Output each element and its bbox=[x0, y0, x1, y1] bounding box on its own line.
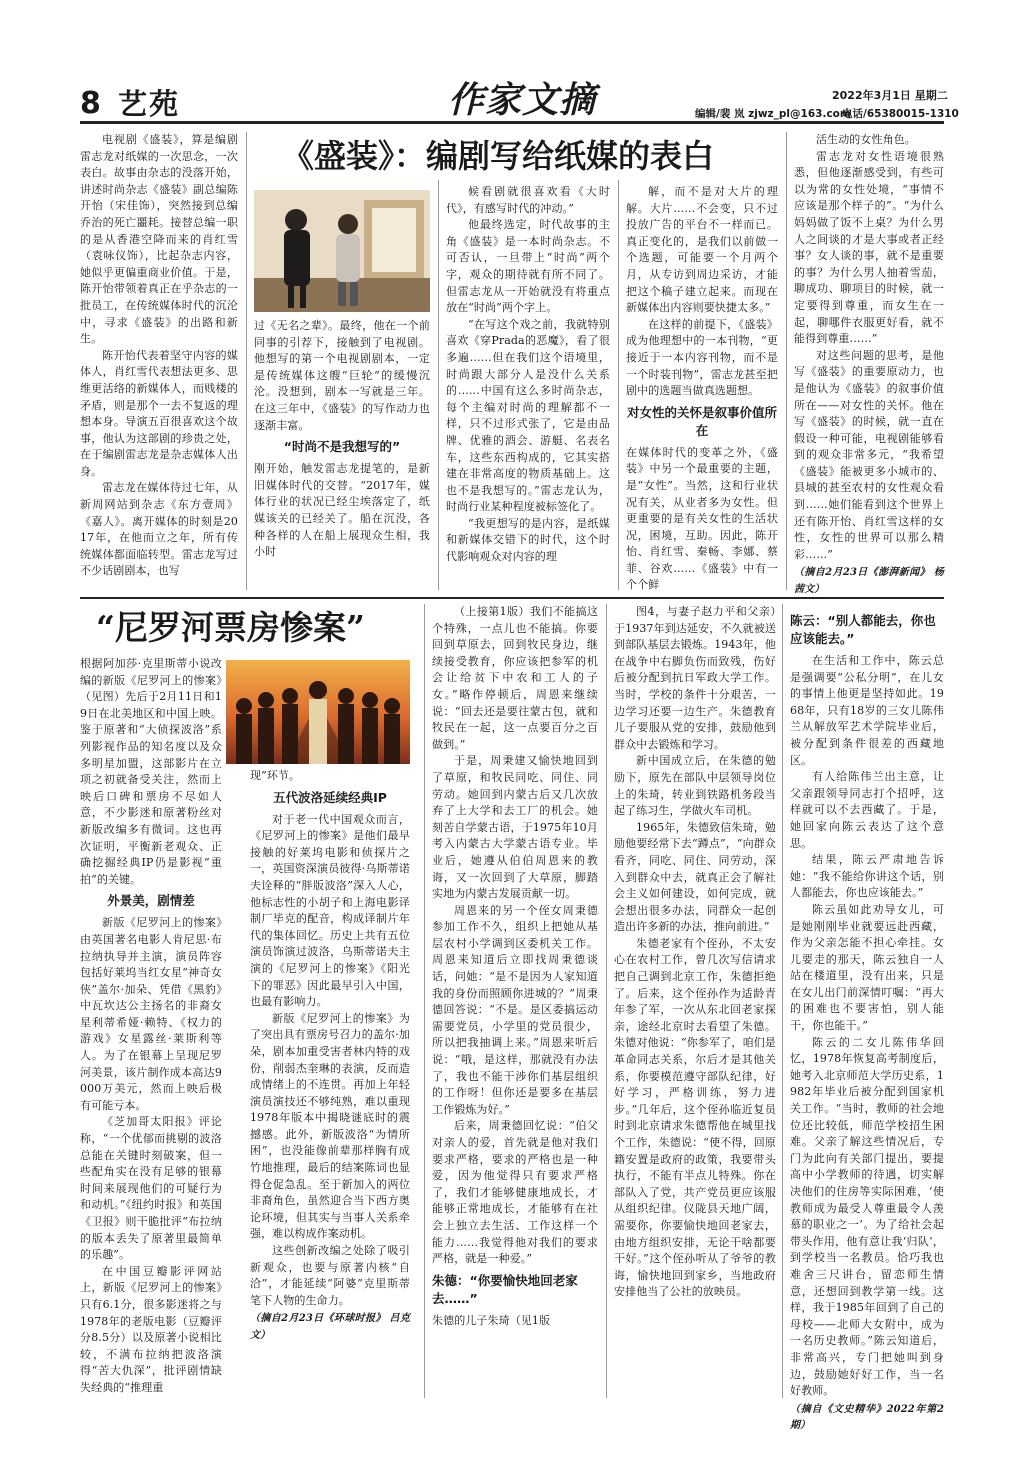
zhu-col-1-text bbox=[432, 604, 598, 1268]
subhead-scenery: 外景美，剧情差 bbox=[107, 893, 195, 909]
paragraph: 候看剧就很喜欢看《大时代》，有感写时代的冲动。” bbox=[446, 185, 610, 215]
top-col-2 bbox=[254, 318, 430, 590]
nile-col-1b-text bbox=[80, 915, 222, 1396]
nile-article-source: （摘自2月23日《环球时报》 吕克文） bbox=[250, 1313, 410, 1341]
paragraph: “在写这个戏之前，我就特别喜欢《穿Prada的恶魔》，看了很多遍……但在我们这个语境里，时尚跟大部分人是没什么关系的……中国有这么多时尚杂志，每个主编对时尚的理解都不一样，只不过形式张了，它是由品牌、优雅的酒会、游艇、名表名车，这些东西构成的，它其实搭建在非常高度的物质基础上。这也不是我想写的。”雷志龙认为，时尚行业某种程度被标签化了。 bbox=[446, 317, 610, 514]
paragraph: 新中国成立后，在朱德的勉励下，原先在部队中层领导岗位上的朱琦，转业到铁路机务段当起了练习生，学做火车司机。 bbox=[614, 754, 776, 818]
zhu-col-3 bbox=[790, 604, 944, 1432]
paragraph: 在这样的前提下，《盛装》成为他理想中的一本刊物，“更接近于一本内容刊物，而不是一个时装刊物”，雷志龙甚至把剧中的选题当做真选题想。 bbox=[626, 317, 778, 398]
shengzhuang-photo bbox=[254, 190, 430, 312]
paragraph: 新版《尼罗河上的惨案》由英国著名电影人肯尼思·布拉纳执导并主演，演员阵容包括好莱坞当红女星“神奇女侠”盖尔·加朵、凭借《黑豹》中瓦坎达公主扬名的非裔女星利蒂希娅·赖特、《权力的游戏》女星露丝·莱斯利等人。为了在银幕上呈现尼罗河美景，该片制作成本高达9000万美元，然而上映后极有可能亏本。 bbox=[80, 916, 222, 1112]
subhead-chenyun: 陈云：“别人都能去，你也应该能去。” bbox=[790, 613, 936, 646]
section-title: 艺苑 bbox=[118, 87, 181, 121]
nile-col-1-text: 根据阿加莎·克里斯蒂小说改编的新版《尼罗河上的惨案》（见图）先后于2月11日和19日在北美地区和中国上映。鉴于原著和“大侦探波洛”系列影视作品的知名度以及众多明星加盟，这部影片在立项之初就备受关注，然而上映后口碑和票房不尽如人意，不少影迷和原著粉丝对新版改编多有微词。这也再次证明，平衡新老观众、正确挖掘经典IP仍是影视“重拍”的关键。 bbox=[80, 657, 222, 886]
paragraph: 对这些问题的思考，是他写《盛装》的重要原动力，也是他认为《盛装》的叙事价值所在——对女性的关怀。他在写《盛装》的时候，就一直在假设一种可能，电视剧能够看到的观众非常多元，“我希望《盛装》能被更多小城市的、县城的甚至农村的女性观众看到……她们能看到这个世界上还有陈开怡、肖红雪这样的女性，女性的世界可以那么精彩……” bbox=[794, 348, 944, 561]
col-divider bbox=[786, 132, 787, 590]
zhu-col-1b-text: 朱德的儿子朱琦（见1版 bbox=[432, 1313, 551, 1327]
header-rule bbox=[80, 121, 944, 124]
subhead-women: 对女性的关怀是叙事价值所在 bbox=[626, 404, 777, 438]
paragraph: 新版《尼罗河上的惨案》为了突出具有票房号召力的盖尔·加朵，剧本加重受害者林内特的戏份，削弱杰奎琳的表演，反而造成情绪上的不连贯。再加上年轻演员演技还不够纯熟，难以重现1978年版本中揭晓谜底时的震撼感。此外，新版波洛“为情所困”，也没能像前辈那样胸有成竹地推理，最后的结案陈词也显得仓促急乱。至于新加入的两位非裔角色，虽然迎合当下西方奥论环境，但其实与当事人关系牵强，难以构成作案动机。 bbox=[250, 1011, 410, 1241]
col-divider bbox=[606, 604, 607, 1398]
paragraph: 这些创新改编之处除了吸引新观众，也要与原著内核“自洽”，才能延续“阿婆”克里斯蒂笔下人物的生命力。 bbox=[250, 1244, 410, 1307]
zhu-article-source: （摘自《文史精华》2022年第2期） bbox=[790, 1403, 944, 1432]
phone-info: 电话/65380015-1310 bbox=[842, 108, 959, 120]
top-col-4-text bbox=[626, 184, 778, 400]
zhu-col-3-text bbox=[790, 653, 944, 1400]
nile-col-2-top: 现”环节。 bbox=[250, 769, 301, 782]
paragraph: 雷志龙在媒体待过七年，从新周网站到杂志《东方壹周》《嘉人》。离开媒体的时刻是2017年，在他而立之年，所有传统媒体都面临转型。雷志龙写过不少话剧剧本，也写 bbox=[80, 481, 238, 578]
paragraph: 于是，周秉建又愉快地回到了草原，和牧民同吃、同住、同劳动。她回到内蒙古后又几次放弃了上大学和去工厂的机会。她刻苦自学蒙古语，于1975年10月考入内蒙古大学蒙古语专业。毕业后，她遵从伯伯周恩来的教诲，又一次回到了大草原，脚踏实地为内蒙古发展贡献一切。 bbox=[432, 754, 598, 901]
col-divider bbox=[618, 180, 619, 590]
section-rule bbox=[80, 597, 944, 599]
page-number: 8 bbox=[80, 86, 101, 121]
subhead-zhude: 朱德：“你要愉快地回老家去……” bbox=[432, 1272, 578, 1306]
paragraph: 陈云的二女儿陈伟华回忆，1978年恢复高考制度后，她考入北京师范大学历史系，1982年毕业后被分配到国家机关工作。“当时，教师的社会地位还比较低，师范学校招生困难。父亲了解这些情况后，专门为此向有关部门提出，要提高中小学教师的待遇，切实解决他们的住房等实际困难，‘使教师成为最受人尊重最令人羡慕的职业之一’。为了给社会起带头作用，他有意让我‘归队’，到学校当一名教员。恰巧我也难舍三尺讲台，留恋师生情意，还想回到教学第一线。这样，我于1985年回到了自己的母校——北师大女附中，成为一名历史教师。”陈云知道后，非常高兴，专门把她叫到身边，鼓励她好好工作，当一名好教师。 bbox=[790, 1035, 944, 1398]
paragraph: “我更想写的是内容，是纸媒和新媒体交错下的时代，这个时代影响观众对内容的理 bbox=[446, 516, 610, 564]
top-col-5 bbox=[794, 132, 944, 596]
paragraph: 雷志龙对女性语境很熟悉，但他逐渐感受到，有些可以为常的女性处境，“事情不应该是那个样子的”。“为什么妈妈做了饭不上桌？为什么男人之间谈的才是大事或者正经事？女人谈的事，就不是重要的事？为什么男人抽着雪茄，聊成功、聊项目的时候，就一定要得到尊重，而女生在一起，聊哪件衣服更好看，就不能得到尊重……” bbox=[794, 149, 944, 346]
paragraph: 在中国豆瓣影评网站上，新版《尼罗河上的惨案》只有6.1分，很多影迷将之与1978年的老版电影（豆瓣评分8.5分）以及原著小说相比较，不满布拉纳把波洛演得“苦大仇深”，批评剧情缺失经典的“推理重 bbox=[80, 1264, 222, 1394]
top-col-4b-text: 在媒体时代的变革之外，《盛装》中另一个最重要的主题，是“女性”。当然，这和行业状况有关，从业者多为女性。但更重要的是有关女性的生活状况，困境，互助。因此，陈开怡、肖红雪、秦畅、李娜、蔡菲、谷欢……《盛装》中有一个个鲜 bbox=[626, 445, 778, 592]
zhu-col-2 bbox=[614, 604, 776, 1398]
editor-info: 编辑/裴 岚 zjwz_pl@163.com bbox=[695, 108, 851, 120]
masthead: 作家文摘 bbox=[448, 79, 597, 121]
subhead-poirot: 五代波洛延续经典IP bbox=[273, 789, 387, 805]
top-col-1 bbox=[80, 132, 238, 590]
issue-date: 2022年3月1日 星期二 bbox=[832, 89, 948, 102]
paragraph: 周恩来的另一个侄女周秉德参加工作不久，组织上把她从基层农村小学调到区委机关工作。周恩来知道后立即找周秉德谈话，问她：“是不是因为人家知道我的身份而照顾你进城的？”周秉德回答说：“不是。是区委搞运动需要党员，小学里的党员很少，所以把我抽调上来。”周恩来听后说：“哦，是这样，那就没有办法了，我也不能干涉你们基层组织的工作呀！但你还是要多在基层工作锻炼为好。” bbox=[432, 903, 598, 1116]
paragraph: 后来，周秉德回忆说：“伯父对亲人的爱，首先就是他对我们要求严格，要求的严格也是一种爱，因为他觉得只有要求严格了，我们才能够健康地成长，才能够正常地成长，才能够有在社会上独立去生活、工作这样一个能力……我觉得他对我们的要求严格，就是一种爱。” bbox=[432, 1119, 598, 1266]
nile-poster bbox=[226, 660, 410, 764]
top-article-source: （摘自2月23日《澎湃新闻》 杨茜文） bbox=[794, 567, 944, 596]
nile-col-2 bbox=[250, 768, 410, 1398]
paragraph: 对于老一代中国观众而言，《尼罗河上的惨案》是他们最早接触的好莱坞电影和侦探片之一，英国资深演员彼得·乌斯蒂诺夫诠释的“胖版波洛”深入人心，他标志性的小胡子和上海电影译制厂毕克的配音，构成译制片年代的集体回忆。历史上共有五位演员饰演过波洛，乌斯蒂诺夫主演的《尼罗河上的惨案》《阳光下的罪恶》因此最早引入中国，也最有影响力。 bbox=[250, 812, 410, 1009]
paragraph: 1965年，朱德致信朱琦，勉励他要经常下去“蹲点”，“向群众看齐，同吃、同住、同劳动，深入到群众中去，就真正会了解社会主义如何建设，如何完成，就会想出很多办法，同群众一起创造出许多新的办法，推向前进。” bbox=[614, 820, 776, 934]
paragraph: （上接第1版）我们不能搞这个特殊，一点儿也不能搞。你要回到草原去，回到牧民身边，继续接受教育，你应该把参军的机会让给贫下中农和工人的子女。”略作停顿后，周恩来继续说：“回去还是要往蒙古包，就和牧民在一起，这一点要百分之百做到。” bbox=[432, 605, 598, 751]
top-article-title: 《盛装》：编剧写给纸媒的表白 bbox=[282, 137, 715, 175]
nile-article-title: “尼罗河票房惨案” bbox=[96, 608, 365, 647]
col-divider bbox=[782, 604, 783, 1398]
nile-col-1 bbox=[80, 656, 222, 1398]
photo-illustration bbox=[254, 190, 430, 312]
col-divider bbox=[438, 180, 439, 590]
col-divider bbox=[246, 132, 247, 590]
col-divider bbox=[424, 604, 425, 1398]
top-col-4 bbox=[626, 184, 778, 590]
paragraph: 结果，陈云严肃地告诉她：“我不能给你讲这个话，别人都能去，你也应该能去。” bbox=[790, 853, 944, 900]
top-col-2b-text: 刚开始，触发雷志龙提笔的，是新旧媒体时代的交替。“2017年，媒体行业的状况已经尘埃落定了，纸媒该关的已经关了。船在沉没，各种各样的人在船上展现众生相，我小时 bbox=[254, 462, 430, 559]
paragraph: 活生动的女性角色。 bbox=[816, 133, 916, 146]
paragraph: 电视剧《盛装》，算是编剧雷志龙对纸媒的一次思念，一次表白。故事由杂志的没落开始，讲述时尚杂志《盛装》副总编陈开怡（宋佳饰），突然接到总编乔治的死亡噩耗。接替总编一职的是从香港空降而来的肖红雪（袁咏仪饰），比起杂志内容，她似乎更偏重商业价值。于是，陈开怡带领着真正在乎杂志的一批员工，在传统媒体时代的沉沦中，寻求《盛装》的出路和新生。 bbox=[80, 133, 238, 346]
paragraph: 解，而不是对大片的理解。大片……不会变，只不过投放广告的平台不一样而已。真正变化的，是我们以前做一个选题，可能要一个月两个月，从专访到周边采访，才能把这个稿子建立起来。而现在新媒体出内容则要快捷太多。” bbox=[626, 185, 778, 315]
paragraph: 有人给陈伟兰出主意，让父亲跟领导同志打个招呼，这样就可以不去西藏了。于是，她回家向陈云表达了这个意思。 bbox=[790, 770, 944, 850]
paragraph: 他最终选定，时代故事的主角《盛装》是一本时尚杂志。不可否认，一旦带上“时尚”两个字，观众的期待就有所不同了。但雷志龙从一开始就没有将重点放在“时尚”两个字上。 bbox=[446, 218, 610, 315]
paragraph: 朱德老家有个侄孙，不太安心在农村工作，曾几次写信请求把自己调到北京工作，朱德拒绝了。后来，这个侄孙作为适龄青年参了军，一次从东北回老家探亲，途经北京时去看望了朱德。朱德对他说：“你参军了，咱们是革命同志关系，尔后才是其他关系，你要模范遵守部队纪律，好好学习，严格训练，努力进步。”几年后，这个侄孙临近复员时到北京请求朱德帮他在城里找个工作，朱德说：“使不得，回原籍安置是政府的政策，我要带头执行，不能有半点儿特殊。你在部队入了党，共产党员更应该服从组织纪律。仪陇县天地广阔，需要你，你要愉快地回老家去，由地方组织安排，无论干啥都要干好。”这个侄孙听从了爷爷的教诲，愉快地回到家乡，当地政府安排他当了公社的放映员。 bbox=[614, 936, 776, 1299]
nile-col-2-text bbox=[250, 812, 410, 1310]
paragraph: 《芝加哥太阳报》评论称，“一个优郁而挑剔的波洛总能在关键时刻破案，但一些配角实在没有足够的银幕时间来展现他们的可疑行为和动机。”《纽约时报》和英国《卫报》则干脆批评“布拉纳的版本丢失了原著里最简单的乐趣”。 bbox=[80, 1115, 222, 1262]
paragraph: 图4，与妻子赵力平和父亲）于1937年到达延安，不久就被送到部队基层去锻炼。1943年，他在战争中右脚负伤而致残，伤好后被分配到抗日军政大学工作。当时，学校的条件十分艰苦，一边学习还要一边生产。朱德教育儿子要服从党的安排，鼓励他到群众中去锻炼和学习。 bbox=[614, 605, 776, 751]
subhead-fashion: “时尚不是我想写的” bbox=[283, 439, 401, 455]
top-col-3 bbox=[446, 184, 610, 590]
paragraph: 陈开怡代表着坚守内容的媒体人，肖红雪代表想法更多、思维更活络的新媒体人，而贱楼的矛盾，则是那个一去不复返的理想本身。导演五百很喜欢这个故事，他认为这部剧的珍贵之处，在于编剧雷志龙是杂志媒体人出身。 bbox=[80, 348, 238, 478]
top-col-5-text bbox=[794, 132, 944, 563]
paragraph: 陈云虽如此劝导女儿，可是她刚刚毕业就要远赴西藏，作为父亲怎能不担心牵挂。女儿要走的那天，陈云独自一人站在楼道里，没有出来，只是在女儿出门前深情叮嘱：“再大的困难也不要害怕，别人能干，你也能干。” bbox=[790, 902, 944, 1033]
paragraph: 在生活和工作中，陈云总是强调要“公私分明”，在儿女的事情上他更是坚持如此。1968年，只有18岁的三女儿陈伟兰从解放军艺术学院毕业后，被分配到条件很差的西藏地区。 bbox=[790, 654, 944, 767]
zhu-col-1 bbox=[432, 604, 598, 1398]
top-col-2-text: 过《无名之辈》。最终，他在一个前同事的引荐下，接触到了电视剧。他想写的第一个电视剧剧本，一定是传统媒体这艘“巨轮”的缓慢沉沦。没想到，剧本一写就是三年。在这三年中，《盛装》的写作动力也逐渐丰富。 bbox=[254, 319, 430, 432]
poster-illustration bbox=[226, 660, 410, 764]
